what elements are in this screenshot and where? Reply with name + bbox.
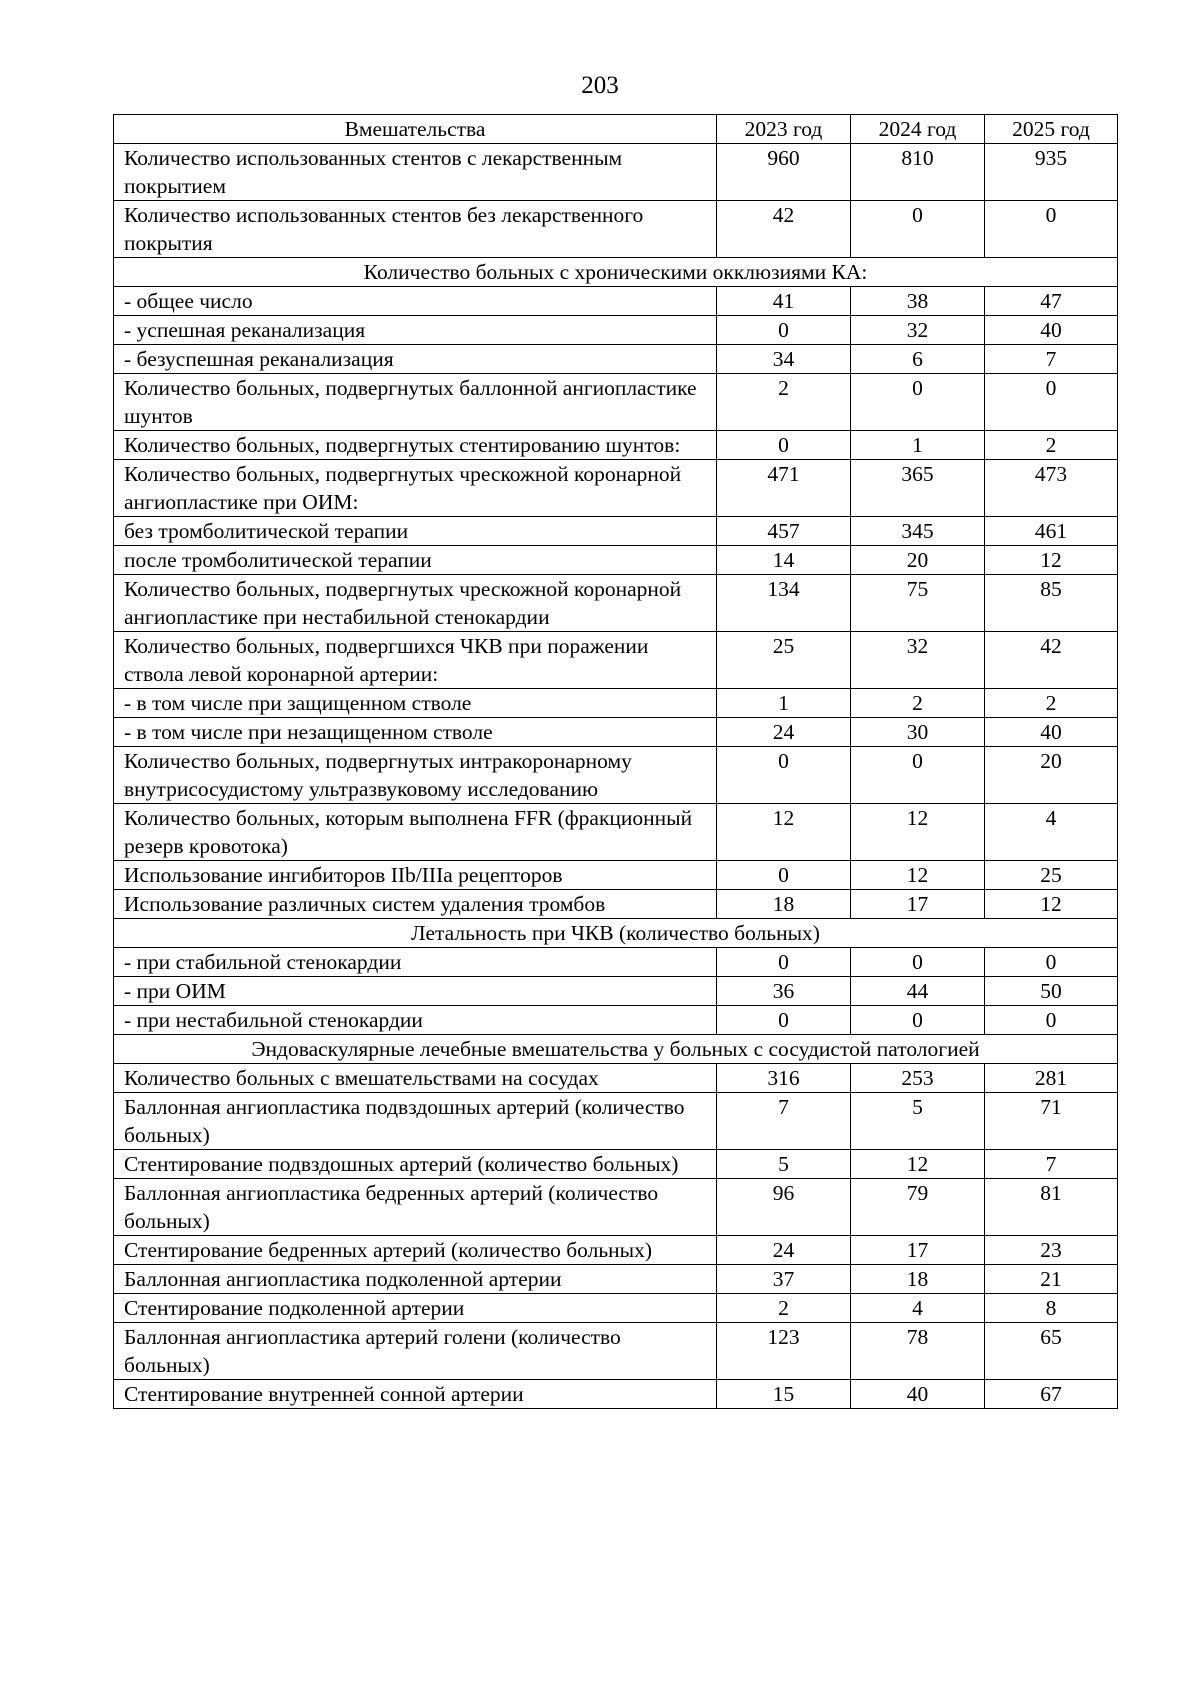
- value-2024: 38: [851, 287, 985, 316]
- table-row: [114, 1380, 1118, 1409]
- value-2024: 17: [851, 890, 985, 919]
- value-2025: 473: [985, 460, 1118, 517]
- value-2023: 25: [717, 632, 851, 689]
- row-label: Количество больных, подвергнутых чрескожной коронарной ангиопластике при нестабильной стенокардии: [114, 575, 717, 632]
- table-row: [114, 689, 1118, 718]
- value-2023: 316: [717, 1064, 851, 1093]
- value-2023: 0: [717, 431, 851, 460]
- value-2025: 4: [985, 804, 1118, 861]
- table-row: [114, 1323, 1118, 1380]
- value-2025: 50: [985, 977, 1118, 1006]
- row-label: Количество больных, подвергнутых баллонной ангиопластике шунтов: [114, 374, 717, 431]
- value-2023: 0: [717, 747, 851, 804]
- value-2023: 0: [717, 948, 851, 977]
- table-section-row: [114, 919, 1118, 948]
- value-2025: 7: [985, 345, 1118, 374]
- value-2023: 457: [717, 517, 851, 546]
- section-heading: Летальность при ЧКВ (количество больных): [114, 919, 1118, 948]
- value-2025: 47: [985, 287, 1118, 316]
- table-row: [114, 747, 1118, 804]
- value-2023: 34: [717, 345, 851, 374]
- value-2023: 471: [717, 460, 851, 517]
- value-2023: 96: [717, 1179, 851, 1236]
- row-label: Количество больных, подвергнутых стентированию шунтов:: [114, 431, 717, 460]
- value-2024: 4: [851, 1294, 985, 1323]
- value-2023: 960: [717, 144, 851, 201]
- row-label: Количество больных, подвергшихся ЧКВ при поражении ствола левой коронарной артерии:: [114, 632, 717, 689]
- row-label: Стентирование подколенной артерии: [114, 1294, 717, 1323]
- value-2024: 253: [851, 1064, 985, 1093]
- value-2023: 123: [717, 1323, 851, 1380]
- value-2024: 17: [851, 1236, 985, 1265]
- row-label: - в том числе при защищенном стволе: [114, 689, 717, 718]
- value-2024: 78: [851, 1323, 985, 1380]
- value-2023: 0: [717, 1006, 851, 1035]
- table-row: [114, 287, 1118, 316]
- value-2024: 40: [851, 1380, 985, 1409]
- value-2024: 0: [851, 374, 985, 431]
- row-label: Количество больных с вмешательствами на сосудах: [114, 1064, 717, 1093]
- value-2025: 7: [985, 1150, 1118, 1179]
- value-2023: 7: [717, 1093, 851, 1150]
- value-2023: 14: [717, 546, 851, 575]
- table-row: [114, 977, 1118, 1006]
- row-label: - успешная реканализация: [114, 316, 717, 345]
- row-label: Использование ингибиторов IIb/IIIa рецепторов: [114, 861, 717, 890]
- table-row: [114, 804, 1118, 861]
- row-label: Использование различных систем удаления тромбов: [114, 890, 717, 919]
- value-2023: 24: [717, 718, 851, 747]
- value-2025: 65: [985, 1323, 1118, 1380]
- row-label: Количество больных, которым выполнена FFR (фракционный резерв кровотока): [114, 804, 717, 861]
- value-2024: 12: [851, 804, 985, 861]
- table-row: [114, 374, 1118, 431]
- value-2024: 0: [851, 1006, 985, 1035]
- value-2025: 71: [985, 1093, 1118, 1150]
- value-2025: 461: [985, 517, 1118, 546]
- value-2024: 44: [851, 977, 985, 1006]
- table-row: [114, 1064, 1118, 1093]
- row-label: Баллонная ангиопластика бедренных артерий (количество больных): [114, 1179, 717, 1236]
- value-2025: 23: [985, 1236, 1118, 1265]
- row-label: Баллонная ангиопластика подколенной артерии: [114, 1265, 717, 1294]
- header-2023: 2023 год: [717, 115, 851, 144]
- value-2025: 20: [985, 747, 1118, 804]
- row-label: - безуспешная реканализация: [114, 345, 717, 374]
- value-2025: 935: [985, 144, 1118, 201]
- value-2025: 0: [985, 948, 1118, 977]
- table-row: [114, 1150, 1118, 1179]
- value-2025: 12: [985, 890, 1118, 919]
- value-2023: 2: [717, 374, 851, 431]
- value-2025: 25: [985, 861, 1118, 890]
- value-2025: 2: [985, 431, 1118, 460]
- value-2025: 40: [985, 316, 1118, 345]
- value-2025: 8: [985, 1294, 1118, 1323]
- value-2023: 5: [717, 1150, 851, 1179]
- row-label: Стентирование бедренных артерий (количество больных): [114, 1236, 717, 1265]
- table-row: [114, 575, 1118, 632]
- value-2024: 32: [851, 316, 985, 345]
- value-2023: 41: [717, 287, 851, 316]
- table-row: [114, 890, 1118, 919]
- value-2024: 79: [851, 1179, 985, 1236]
- table-row: [114, 345, 1118, 374]
- table-section-row: [114, 258, 1118, 287]
- table-row: [114, 431, 1118, 460]
- value-2024: 75: [851, 575, 985, 632]
- section-heading: Эндоваскулярные лечебные вмешательства у больных с сосудистой патологией: [114, 1035, 1118, 1064]
- value-2025: 12: [985, 546, 1118, 575]
- table-row: [114, 144, 1118, 201]
- row-label: Стентирование подвздошных артерий (количество больных): [114, 1150, 717, 1179]
- table-header-row: [114, 115, 1118, 144]
- value-2024: 5: [851, 1093, 985, 1150]
- value-2025: 0: [985, 201, 1118, 258]
- value-2023: 2: [717, 1294, 851, 1323]
- table-row: [114, 948, 1118, 977]
- row-label: Баллонная ангиопластика артерий голени (количество больных): [114, 1323, 717, 1380]
- row-label: - общее число: [114, 287, 717, 316]
- row-label: - при стабильной стенокардии: [114, 948, 717, 977]
- table-row: [114, 632, 1118, 689]
- page-number: 203: [581, 72, 619, 99]
- row-label: - в том числе при незащищенном стволе: [114, 718, 717, 747]
- table-row: [114, 718, 1118, 747]
- value-2025: 85: [985, 575, 1118, 632]
- value-2024: 365: [851, 460, 985, 517]
- value-2024: 12: [851, 861, 985, 890]
- value-2023: 18: [717, 890, 851, 919]
- row-label: Баллонная ангиопластика подвздошных артерий (количество больных): [114, 1093, 717, 1150]
- row-label: - при нестабильной стенокардии: [114, 1006, 717, 1035]
- value-2025: 0: [985, 374, 1118, 431]
- header-2025: 2025 год: [985, 115, 1118, 144]
- table-row: [114, 316, 1118, 345]
- value-2023: 134: [717, 575, 851, 632]
- table-row: [114, 861, 1118, 890]
- table-row: [114, 1294, 1118, 1323]
- value-2024: 30: [851, 718, 985, 747]
- header-2024: 2024 год: [851, 115, 985, 144]
- row-label: Количество использованных стентов без лекарственного покрытия: [114, 201, 717, 258]
- row-label: Количество больных, подвергнутых интракоронарному внутрисосудистому ультразвуковому исследованию: [114, 747, 717, 804]
- value-2023: 24: [717, 1236, 851, 1265]
- value-2024: 20: [851, 546, 985, 575]
- header-interventions: Вмешательства: [114, 115, 717, 144]
- row-label: - при ОИМ: [114, 977, 717, 1006]
- value-2024: 1: [851, 431, 985, 460]
- value-2024: 345: [851, 517, 985, 546]
- value-2024: 0: [851, 201, 985, 258]
- value-2024: 32: [851, 632, 985, 689]
- value-2023: 42: [717, 201, 851, 258]
- table-row: [114, 201, 1118, 258]
- value-2024: 12: [851, 1150, 985, 1179]
- table-body: [114, 144, 1118, 1409]
- value-2024: 810: [851, 144, 985, 201]
- table-row: [114, 1006, 1118, 1035]
- value-2025: 42: [985, 632, 1118, 689]
- value-2023: 0: [717, 861, 851, 890]
- value-2025: 67: [985, 1380, 1118, 1409]
- value-2024: 18: [851, 1265, 985, 1294]
- table-row: [114, 1236, 1118, 1265]
- value-2025: 2: [985, 689, 1118, 718]
- value-2025: 21: [985, 1265, 1118, 1294]
- value-2024: 0: [851, 948, 985, 977]
- value-2025: 81: [985, 1179, 1118, 1236]
- row-label: без тромболитической терапии: [114, 517, 717, 546]
- row-label: Количество больных, подвергнутых чрескожной коронарной ангиопластике при ОИМ:: [114, 460, 717, 517]
- value-2023: 0: [717, 316, 851, 345]
- row-label: Стентирование внутренней сонной артерии: [114, 1380, 717, 1409]
- value-2023: 37: [717, 1265, 851, 1294]
- table-row: [114, 1265, 1118, 1294]
- table-row: [114, 1093, 1118, 1150]
- table-row: [114, 460, 1118, 517]
- value-2023: 12: [717, 804, 851, 861]
- value-2024: 6: [851, 345, 985, 374]
- value-2025: 281: [985, 1064, 1118, 1093]
- row-label: Количество использованных стентов с лекарственным покрытием: [114, 144, 717, 201]
- table-row: [114, 1179, 1118, 1236]
- interventions-table: [113, 114, 1118, 1409]
- table-row: [114, 546, 1118, 575]
- value-2023: 15: [717, 1380, 851, 1409]
- value-2024: 2: [851, 689, 985, 718]
- value-2023: 36: [717, 977, 851, 1006]
- table-row: [114, 517, 1118, 546]
- value-2023: 1: [717, 689, 851, 718]
- section-heading: Количество больных с хроническими окклюзиями КА:: [114, 258, 1118, 287]
- row-label: после тромболитической терапии: [114, 546, 717, 575]
- value-2025: 40: [985, 718, 1118, 747]
- table-section-row: [114, 1035, 1118, 1064]
- value-2025: 0: [985, 1006, 1118, 1035]
- value-2024: 0: [851, 747, 985, 804]
